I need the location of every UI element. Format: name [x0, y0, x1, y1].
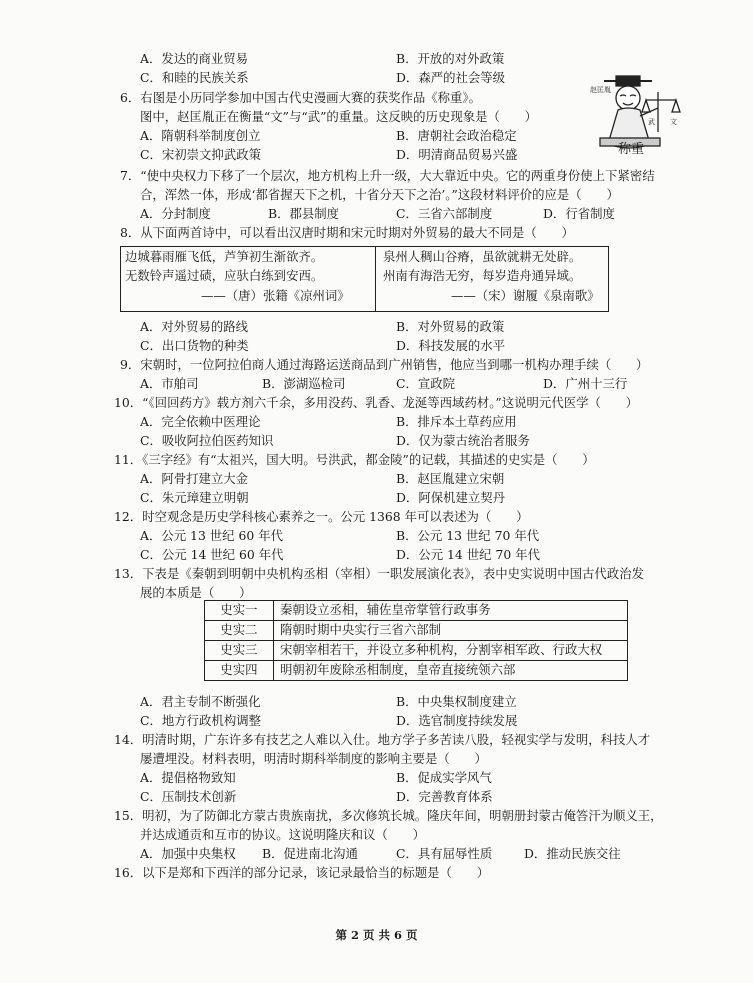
q14-option-c[interactable]: C．压制技术创新 [140, 789, 237, 804]
q10-option-b[interactable]: B．排斥本土草药应用 [396, 414, 517, 429]
q6-option-c[interactable]: C．宋初崇文抑武政策 [140, 147, 261, 162]
fact-value: 宋朝宰相若干，并设立多种机构，分割宰相军政、行政大权 [274, 641, 628, 661]
q8-stem-line1: 8．从下面两首诗中，可以看出汉唐时期和宋元时期对外贸易的最大不同是（ ） [120, 225, 574, 240]
q7-option-a[interactable]: A．分封制度 [140, 206, 211, 221]
q13-stem-line2: 展的本质是（ ） [140, 585, 252, 600]
table-row [205, 661, 628, 681]
q7-stem-line1: 7．“使中央权力下移了一个层次，地方机构上升一级，大大靠近中央。它的两重身份使上下紧密结 [120, 168, 655, 183]
q13-option-b[interactable]: B．中央集权制度建立 [396, 694, 517, 709]
q6-stem-line1: 6．右图是小历同学参加中国古代史漫画大赛的获奖作品《称重》。 [120, 90, 482, 105]
q7-option-c[interactable]: C．三省六部制度 [396, 206, 493, 221]
q15-stem-line2: 并达成通贡和互市的协议。这说明隆庆和议（ ） [140, 827, 425, 842]
q8-option-d[interactable]: D．科技发展的水平 [396, 338, 506, 353]
q14-stem-line2: 屡遭埋没。材料表明，明清时期科举制度的影响主要是（ ） [140, 751, 487, 766]
q7-stem-line2: 合，浑然一体，形成‘都省握天下之机，十省分天下之治’。”这段材料评价的应是（ ） [140, 187, 619, 202]
page-footer: 第 2 页 共 6 页 [335, 928, 418, 942]
q6-option-a[interactable]: A．隋朝科举制度创立 [140, 128, 261, 143]
q10-option-c[interactable]: C．吸收阿拉伯医药知识 [140, 433, 274, 448]
cartoon-label-zhao: 赵匡胤 [590, 86, 611, 94]
q8-option-b[interactable]: B．对外贸易的政策 [396, 319, 505, 334]
q10-stem-line1: 10．“《回回药方》载方剂六千余，多用没药、乳香、龙涎等西域药材。”这说明元代医学（ ） [114, 395, 639, 410]
q9-option-b[interactable]: B．澎湖巡检司 [262, 376, 346, 391]
q12-option-d[interactable]: D．公元 14 世纪 70 年代 [396, 547, 540, 562]
cartoon-label-wen: 文 [670, 118, 677, 126]
q15-option-b[interactable]: B．促进南北沟通 [262, 846, 358, 861]
q15-option-a[interactable]: A．加强中央集权 [140, 846, 236, 861]
q13-option-d[interactable]: D．选官制度持续发展 [396, 713, 518, 728]
cartoon-label-wu: 武 [648, 118, 655, 126]
q6-option-b[interactable]: B．唐朝社会政治稳定 [396, 128, 517, 143]
q9-option-a[interactable]: A．市舶司 [140, 376, 199, 391]
q8-poems-box [120, 246, 609, 312]
q15-option-d[interactable]: D．推动民族交往 [524, 846, 621, 861]
table-row [205, 601, 628, 621]
q13-facts-table [204, 600, 628, 681]
q12-option-b[interactable]: B．公元 13 世纪 70 年代 [396, 528, 540, 543]
q11-option-c[interactable]: C．朱元璋建立明朝 [140, 490, 249, 505]
q14-option-d[interactable]: D．完善教育体系 [396, 789, 493, 804]
poem2-line2: 州南有海浩无穷，每岁造舟通异域。 [383, 268, 582, 283]
q6-option-d[interactable]: D．明清商品贸易兴盛 [396, 147, 518, 162]
q11-option-d[interactable]: D．阿保机建立契丹 [396, 490, 506, 505]
q7-option-b[interactable]: B．郡县制度 [268, 206, 340, 221]
q5-option-c[interactable]: C．和睦的民族关系 [140, 70, 249, 85]
q8-option-c[interactable]: C．出口货物的种类 [140, 338, 249, 353]
q5-option-a[interactable]: A．发达的商业贸易 [140, 51, 249, 66]
table-row [205, 641, 628, 661]
q8-option-a[interactable]: A．对外贸易的路线 [140, 319, 249, 334]
q16-stem-line1: 16．以下是郑和下西洋的部分记录，该记录最恰当的标题是（ ） [114, 865, 490, 880]
q15-stem-line1: 15．明初，为了防御北方蒙古贵族南扰，多次修筑长城。隆庆年间，明朝册封蒙古俺答汗为顺义王， [114, 808, 663, 823]
q7-option-d[interactable]: D．行省制度 [543, 206, 615, 221]
q11-stem-line1: 11．《三字经》有“太祖兴，国大明。号洪武，都金陵”的记载，其描述的史实是（ ） [114, 452, 595, 467]
fact-value: 隋朝时期中央实行三省六部制 [274, 621, 628, 641]
q11-option-b[interactable]: B．赵匡胤建立宋朝 [396, 471, 505, 486]
fact-key: 史实四 [205, 661, 274, 681]
q5-option-d[interactable]: D．森严的社会等级 [396, 70, 506, 85]
fact-key: 史实三 [205, 641, 274, 661]
q12-option-c[interactable]: C．公元 14 世纪 60 年代 [140, 547, 284, 562]
fact-key: 史实一 [205, 601, 274, 621]
table-row [205, 621, 628, 641]
q14-option-a[interactable]: A．提倡格物致知 [140, 770, 236, 785]
q9-option-c[interactable]: C．宣政院 [396, 376, 456, 391]
q6-stem-line2: 图中，赵匡胤正在衡量“文”与“武”的重量。这反映的历史现象是（ ） [140, 109, 538, 124]
q15-option-c[interactable]: C．具有屈辱性质 [396, 846, 493, 861]
fact-value: 秦朝设立丞相，辅佐皇帝掌管行政事务 [274, 601, 628, 621]
poem2-source: ——（宋）谢履《泉南歌》 [451, 288, 600, 303]
poem1-source: ——（唐）张籍《凉州词》 [201, 288, 350, 303]
cartoon-caption: 称重 [618, 142, 645, 157]
q14-option-b[interactable]: B．促成实学风气 [396, 770, 492, 785]
poem1-line1: 边城暮雨雁飞低，芦笋初生渐欲齐。 [125, 249, 324, 264]
q9-stem-line1: 9．宋朝时，一位阿拉伯商人通过海路运送商品到广州销售，他应当到哪一机构办理手续（ ） [120, 357, 649, 372]
q13-option-c[interactable]: C．地方行政机构调整 [140, 713, 261, 728]
fact-key: 史实二 [205, 621, 274, 641]
q13-option-a[interactable]: A．君主专制不断强化 [140, 694, 261, 709]
q9-option-d[interactable]: D．广州十三行 [543, 376, 628, 391]
q12-stem-line1: 12．时空观念是历史学科核心素养之一。公元 1368 年可以表述为（ ） [114, 509, 529, 524]
q10-option-a[interactable]: A．完全依赖中医理论 [140, 414, 261, 429]
poem2-line1: 泉州人稠山谷瘠，虽欲就耕无处辟。 [383, 249, 582, 264]
q13-stem-line1: 13．下表是《秦朝到明朝中央机构丞相（宰相）一职发展演化表》，表中史实说明中国古代政治发 [114, 566, 644, 581]
fact-value: 明朝初年废除丞相制度，皇帝直接统领六部 [274, 661, 628, 681]
poem1-line2: 无数铃声遥过碛，应驮白练到安西。 [125, 268, 324, 283]
q5-option-b[interactable]: B．开放的对外政策 [396, 51, 505, 66]
q10-option-d[interactable]: D．仅为蒙古统治者服务 [396, 433, 530, 448]
q11-option-a[interactable]: A．阿骨打建立大金 [140, 471, 249, 486]
q12-option-a[interactable]: A．公元 13 世纪 60 年代 [140, 528, 283, 543]
q14-stem-line1: 14．明清时期，广东许多有技艺之人难以入仕。地方学子多苦读八股，轻视实学与发明，科技人才 [114, 732, 651, 747]
